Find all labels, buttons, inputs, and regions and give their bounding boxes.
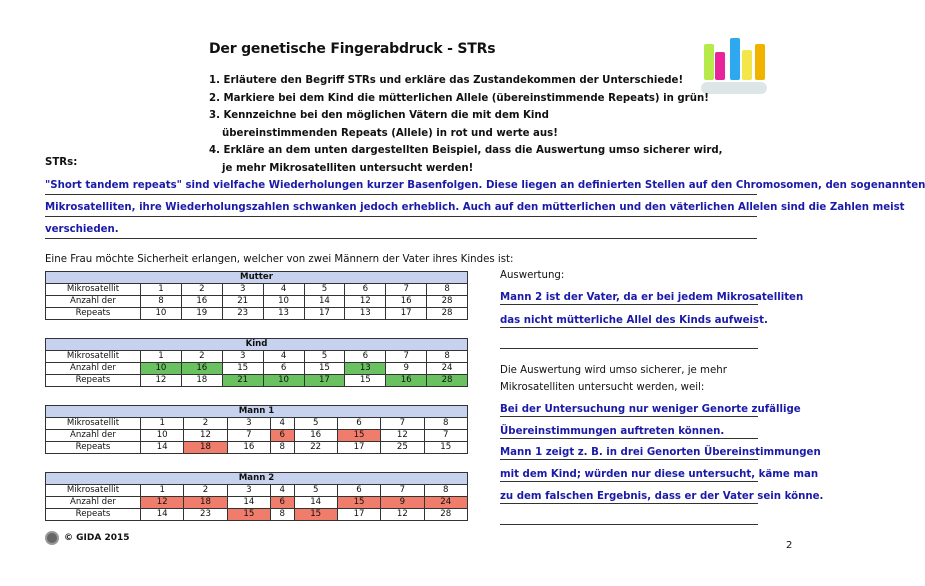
strs-label: STRs:: [45, 157, 78, 168]
repeat-count-cell: 17: [337, 442, 380, 454]
repeat-count-cell: 21: [222, 296, 263, 308]
locus-number: 3: [222, 351, 263, 363]
repeat-count-cell: 13: [263, 308, 304, 320]
repeat-count-cell: 12: [345, 296, 386, 308]
repeat-count-cell: 7: [424, 430, 467, 442]
repeat-count-cell: 14: [141, 509, 184, 521]
locus-number: 4: [263, 284, 304, 296]
locus-number: 1: [141, 418, 184, 430]
table-title: Mann 1: [46, 406, 468, 418]
certainty-question-1: Die Auswertung wird umso sicherer, je mehr: [500, 365, 727, 376]
repeat-count-cell: 15: [345, 375, 386, 387]
locus-number: 2: [181, 351, 222, 363]
repeat-count-cell: 14: [227, 497, 270, 509]
repeat-count-cell: 28: [427, 308, 468, 320]
copyright: © GIDA 2015: [64, 533, 130, 543]
table-mann-2: [45, 472, 468, 521]
repeat-count-cell: 8: [271, 509, 294, 521]
repeat-count-cell: 10: [141, 363, 182, 375]
locus-number: 6: [337, 485, 380, 497]
locus-number: 2: [184, 485, 227, 497]
repeat-count-cell: 16: [294, 430, 337, 442]
row-label: Anzahl der: [46, 296, 141, 308]
repeat-count-cell: 6: [271, 430, 294, 442]
repeat-count-cell: 12: [184, 430, 227, 442]
locus-number: 5: [304, 351, 345, 363]
row-label: Repeats: [46, 375, 141, 387]
repeat-count-cell: 19: [181, 308, 222, 320]
locus-number: 5: [294, 418, 337, 430]
repeat-count-cell: 13: [345, 363, 386, 375]
repeat-count-cell: 15: [304, 363, 345, 375]
repeat-count-cell: 15: [337, 430, 380, 442]
repeat-count-cell: 15: [227, 509, 270, 521]
gida-logo-icon: [45, 531, 59, 545]
repeat-count-cell: 7: [227, 430, 270, 442]
locus-number: 6: [345, 284, 386, 296]
locus-number: 4: [271, 418, 294, 430]
locus-number: 3: [227, 418, 270, 430]
repeat-count-cell: 21: [222, 375, 263, 387]
row-label: Anzahl der: [46, 497, 141, 509]
table-mann-1: [45, 405, 468, 454]
table-title: Mutter: [46, 272, 468, 284]
strs-answer-line-1: "Short tandem repeats" sind vielfache Wiederholungen kurzer Basenfolgen. Diese liegen an definierten Stellen auf den Chromosomen, den sogenannten: [45, 180, 925, 191]
repeat-count-cell: 18: [181, 375, 222, 387]
certainty-question-2: Mikrosatelliten untersucht werden, weil:: [500, 382, 705, 393]
repeat-count-cell: 16: [227, 442, 270, 454]
evaluation-answer-2: das nicht mütterliche Allel des Kinds aufweist.: [500, 315, 768, 326]
locus-number: 4: [271, 485, 294, 497]
certainty-answer-5: zu dem falschen Ergebnis, dass er der Vater sein könne.: [500, 491, 824, 502]
repeat-count-cell: 25: [381, 442, 424, 454]
locus-number: 7: [381, 485, 424, 497]
repeat-count-cell: 14: [294, 497, 337, 509]
repeat-count-cell: 16: [181, 363, 222, 375]
col-header: Mikrosatellit: [46, 418, 141, 430]
repeat-count-cell: 16: [386, 296, 427, 308]
locus-number: 7: [386, 351, 427, 363]
repeat-count-cell: 24: [424, 497, 467, 509]
locus-number: 8: [424, 485, 467, 497]
locus-number: 8: [427, 351, 468, 363]
repeat-count-cell: 17: [386, 308, 427, 320]
locus-number: 3: [227, 485, 270, 497]
locus-number: 7: [381, 418, 424, 430]
repeat-count-cell: 15: [337, 497, 380, 509]
repeat-count-cell: 23: [222, 308, 263, 320]
locus-number: 4: [263, 351, 304, 363]
row-label: Repeats: [46, 442, 141, 454]
table-title: Mann 2: [46, 473, 468, 485]
repeat-count-cell: 16: [386, 375, 427, 387]
locus-number: 2: [184, 418, 227, 430]
locus-number: 1: [141, 485, 184, 497]
page-number: 2: [786, 540, 793, 551]
table-title: Kind: [46, 339, 468, 351]
repeat-count-cell: 12: [381, 509, 424, 521]
repeat-count-cell: 8: [271, 442, 294, 454]
repeat-count-cell: 10: [141, 430, 184, 442]
repeat-count-cell: 8: [141, 296, 182, 308]
question-text: Eine Frau möchte Sicherheit erlangen, welcher von zwei Männern der Vater ihres Kindes ist:: [45, 254, 514, 265]
col-header: Mikrosatellit: [46, 284, 141, 296]
locus-number: 1: [141, 284, 182, 296]
repeat-count-cell: 14: [141, 442, 184, 454]
locus-number: 7: [386, 284, 427, 296]
repeat-count-cell: 10: [263, 375, 304, 387]
task-2: 2. Markiere bei dem Kind die mütterlichen Allele (übereinstimmende Repeats) in grün!: [209, 92, 709, 104]
locus-number: 5: [304, 284, 345, 296]
locus-number: 5: [294, 485, 337, 497]
repeat-count-cell: 17: [304, 375, 345, 387]
task-4: 4. Erkläre an dem unten dargestellten Beispiel, dass die Auswertung umso sicherer wird,: [209, 145, 723, 157]
repeat-count-cell: 28: [424, 509, 467, 521]
repeat-count-cell: 22: [294, 442, 337, 454]
repeat-count-cell: 10: [263, 296, 304, 308]
task-3-cont: übereinstimmenden Repeats (Allele) in rot und werte aus!: [222, 127, 558, 139]
repeat-count-cell: 14: [304, 296, 345, 308]
row-label: Repeats: [46, 509, 141, 521]
repeat-count-cell: 23: [184, 509, 227, 521]
locus-number: 6: [337, 418, 380, 430]
certainty-answer-1: Bei der Untersuchung nur weniger Genorte zufällige: [500, 404, 801, 415]
locus-number: 2: [181, 284, 222, 296]
col-header: Mikrosatellit: [46, 485, 141, 497]
repeat-count-cell: 12: [381, 430, 424, 442]
locus-number: 8: [424, 418, 467, 430]
repeat-count-cell: 17: [337, 509, 380, 521]
evaluation-answer-1: Mann 2 ist der Vater, da er bei jedem Mikrosatelliten: [500, 292, 804, 303]
row-label: Repeats: [46, 308, 141, 320]
task-3: 3. Kennzeichne bei den möglichen Vätern die mit dem Kind: [209, 110, 549, 122]
repeat-count-cell: 15: [222, 363, 263, 375]
row-label: Anzahl der: [46, 363, 141, 375]
certainty-answer-3: Mann 1 zeigt z. B. in drei Genorten Übereinstimmungen: [500, 447, 821, 458]
task-4-cont: je mehr Mikrosatelliten untersucht werden!: [222, 162, 474, 174]
repeat-count-cell: 12: [141, 497, 184, 509]
repeat-count-cell: 16: [181, 296, 222, 308]
locus-number: 3: [222, 284, 263, 296]
locus-number: 1: [141, 351, 182, 363]
repeat-count-cell: 15: [424, 442, 467, 454]
repeat-count-cell: 28: [427, 375, 468, 387]
task-list: [209, 72, 723, 178]
repeat-count-cell: 12: [141, 375, 182, 387]
repeat-count-cell: 17: [304, 308, 345, 320]
certainty-answer-4: mit dem Kind; würden nur diese untersucht, käme man: [500, 469, 819, 480]
repeat-count-cell: 13: [345, 308, 386, 320]
locus-number: 8: [427, 284, 468, 296]
repeat-count-cell: 6: [271, 497, 294, 509]
repeat-count-cell: 9: [381, 497, 424, 509]
strs-answer-line-2: Mikrosatelliten, ihre Wiederholungszahlen schwanken jedoch erheblich. Auch auf den mütterlichen und den väterlichen Allelen sind die Zahlen meist: [45, 202, 905, 213]
certainty-answer-2: Übereinstimmungen auftreten können.: [500, 426, 725, 437]
repeat-count-cell: 15: [294, 509, 337, 521]
row-label: Anzahl der: [46, 430, 141, 442]
evaluation-label: Auswertung:: [500, 270, 565, 281]
repeat-count-cell: 28: [427, 296, 468, 308]
locus-number: 6: [345, 351, 386, 363]
page-title: Der genetische Fingerabdruck - STRs: [209, 41, 496, 57]
repeat-count-cell: 10: [141, 308, 182, 320]
repeat-count-cell: 24: [427, 363, 468, 375]
col-header: Mikrosatellit: [46, 351, 141, 363]
task-1: 1. Erläutere den Begriff STRs und erkläre das Zustandekommen der Unterschiede!: [209, 75, 684, 86]
repeat-count-cell: 18: [184, 497, 227, 509]
table-kind: [45, 338, 468, 387]
table-mutter: [45, 271, 468, 320]
repeat-count-cell: 6: [263, 363, 304, 375]
repeat-count-cell: 9: [386, 363, 427, 375]
repeat-count-cell: 18: [184, 442, 227, 454]
strs-answer-line-3: verschieden.: [45, 224, 119, 235]
